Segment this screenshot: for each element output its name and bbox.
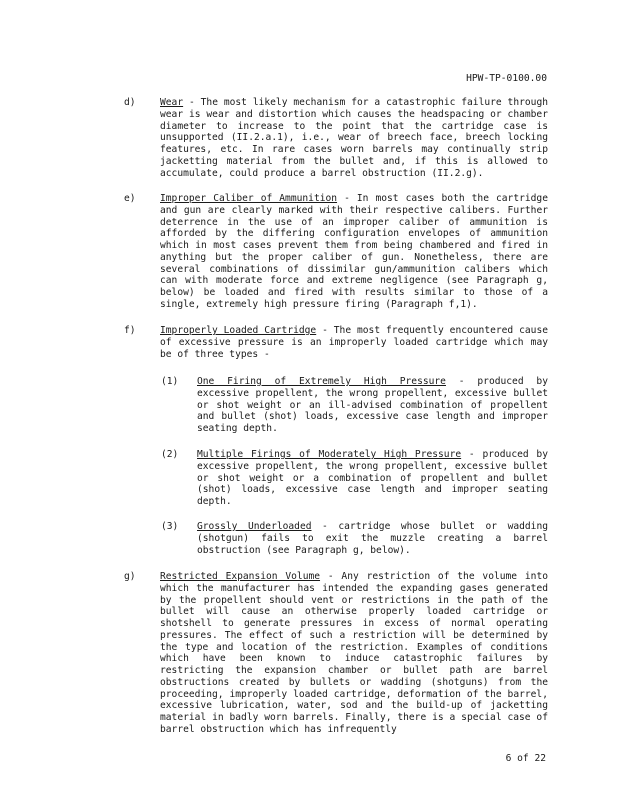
paragraph-text: - The most likely mechanism for a catastrophic failure through wear is wear and distortion which causes the headspacing or chamber diameter to increase to the point that the cartridge case is unsupported (II.2.a.1), i.e., wear of breech face, breech locking features, etc. In rare cases worn barrels may continually strip jacketting material from the bullet and, if this is allowed to accumulate, could produce a barrel obstruction (II.2.g). bbox=[160, 97, 548, 179]
subparagraph-text: - cartridge whose bullet or wadding (shotgun) fails to exit the muzzle creating a barrel obstruction (see Paragraph g, below). bbox=[197, 521, 549, 556]
paragraph-term: Wear bbox=[160, 97, 184, 108]
paragraph-term: Restricted Expansion Volume bbox=[160, 571, 321, 582]
subparagraph-number: (3) bbox=[161, 521, 179, 532]
document-id: HPW-TP-0100.00 bbox=[466, 73, 547, 84]
paragraph-term: Improper Caliber of Ammunition bbox=[160, 193, 338, 204]
subparagraph-term: Grossly Underloaded bbox=[197, 521, 312, 532]
paragraph-letter: f) bbox=[124, 325, 136, 336]
paragraph-body bbox=[160, 97, 548, 179]
subparagraph-body bbox=[197, 521, 548, 556]
paragraph-text: - In most cases both the cartridge and gun are clearly marked with their respective calibers. Further deterrence in the use of an improper caliber of ammunition is afforded by the differing configuration envelopes of ammunition which in most cases prevent them from being chambered and fired in anything but the proper caliber of gun. Nonetheless, there are several combinations of dissimilar gun/ammunition calibers which can with moderate force and extreme negligence (see Paragraph g, below) be loaded and fired with results similar to those of a single, extremely high pressure firing (Paragraph f,1). bbox=[160, 193, 548, 310]
paragraph-term: Improperly Loaded Cartridge bbox=[160, 325, 317, 336]
paragraph-letter: e) bbox=[124, 193, 136, 204]
paragraph-letter: g) bbox=[124, 571, 136, 582]
paragraph-body bbox=[160, 325, 548, 360]
subparagraph-body bbox=[197, 449, 548, 508]
paragraph-text: - Any restriction of the volume into which the manufacturer has intended the expanding gases generated by the propellent should vent or restrictions in the path of the bullet will cause an otherwise properly loaded cartridge or shotshell to generate pressures in excess of normal operating pressures. The effect of such a restriction will be determined by the type and location of the restriction. Examples of conditions which have been known to induce catastrophic failures by restricting the expansion chamber or bullet path are barrel obstructions created by bullets or wadding (shotguns) from the proceeding, improperly loaded cartridge, deformation of the barrel, excessive lubrication, water, sod and the build-up of jacketting material in badly worn barrels. Finally, there is a special case of barrel obstruction which has infrequently bbox=[160, 571, 548, 735]
subparagraph-number: (1) bbox=[161, 376, 179, 387]
subparagraph-text: - produced by excessive propellent, the wrong propellent, excessive bullet or shot weight or an ill-advised combination of propellent and bullet (shot) loads, excessive case length and improper seating depth. bbox=[197, 376, 548, 434]
paragraph-letter: d) bbox=[124, 97, 136, 108]
page-number: 6 of 22 bbox=[505, 753, 546, 764]
subparagraph-text: - produced by excessive propellent, the wrong propellent, excessive bullet or shot weight or a combination of propellent and bullet (shot) loads, excessive case length and improper seating depth. bbox=[197, 449, 548, 507]
paragraph-body bbox=[160, 571, 548, 736]
subparagraph-term: Multiple Firings of Moderately High Pressure bbox=[197, 449, 462, 460]
paragraph-text: - The most frequently encountered cause of excessive pressure is an improperly loaded cartridge which may be of three types - bbox=[160, 325, 548, 360]
subparagraph-term: One Firing of Extremely High Pressure bbox=[197, 376, 446, 387]
paragraph-body bbox=[160, 193, 548, 311]
subparagraph-number: (2) bbox=[161, 449, 179, 460]
subparagraph-body bbox=[197, 376, 548, 435]
